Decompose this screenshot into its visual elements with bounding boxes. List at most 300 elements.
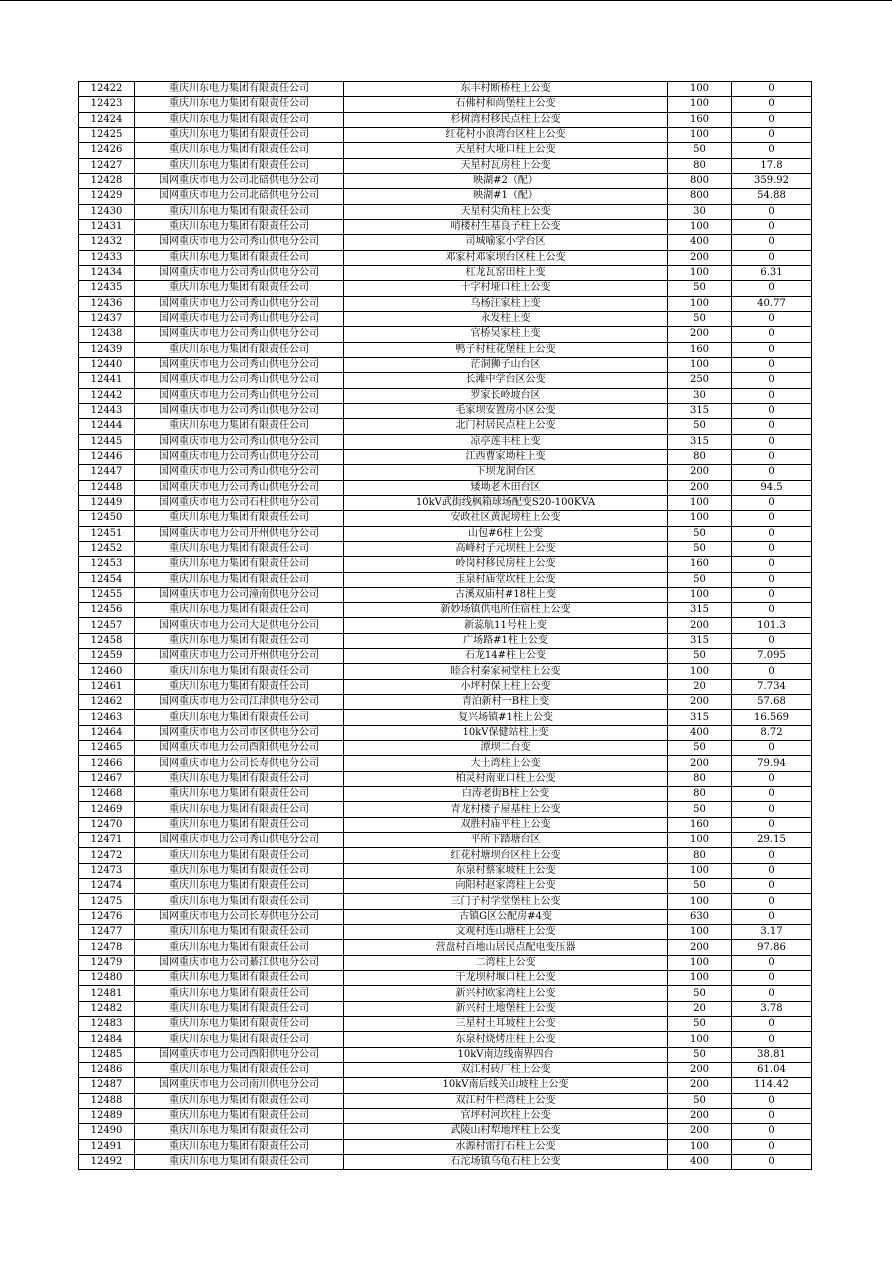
company-name-cell: 国网重庆市电力公司秀山供电分公司 xyxy=(135,434,344,449)
transformer-name-cell: 古镇G区公配房#4变 xyxy=(344,909,668,924)
table-row xyxy=(79,250,812,265)
transformer-name-cell: 毛家坝安置房小区公变 xyxy=(344,403,668,418)
row-id-cell: 12450 xyxy=(79,511,135,526)
transformer-name-cell: 广场路#1柱上公变 xyxy=(344,633,668,648)
value-cell: 0 xyxy=(732,82,812,97)
capacity-cell: 80 xyxy=(668,787,732,802)
table-row xyxy=(79,1017,812,1032)
row-id-cell: 12476 xyxy=(79,909,135,924)
transformer-name-cell: 邓家村邓家坝台区柱上公变 xyxy=(344,250,668,265)
value-cell: 79.94 xyxy=(732,756,812,771)
transformer-name-cell: 罗家长岭坡台区 xyxy=(344,388,668,403)
table-row xyxy=(79,281,812,296)
company-name-cell: 国网重庆市电力公司秀山供电分公司 xyxy=(135,449,344,464)
transformer-name-cell: 下坝龙洞台区 xyxy=(344,465,668,480)
value-cell: 3.17 xyxy=(732,925,812,940)
row-id-cell: 12462 xyxy=(79,695,135,710)
value-cell: 359.92 xyxy=(732,173,812,188)
transformer-name-cell: 向阳村赵家湾柱上公变 xyxy=(344,879,668,894)
capacity-cell: 50 xyxy=(668,526,732,541)
row-id-cell: 12473 xyxy=(79,863,135,878)
company-name-cell: 重庆川东电力集团有限责任公司 xyxy=(135,82,344,97)
value-cell: 0 xyxy=(732,1124,812,1139)
row-id-cell: 12448 xyxy=(79,480,135,495)
table-row xyxy=(79,925,812,940)
table-row xyxy=(79,1063,812,1078)
row-id-cell: 12430 xyxy=(79,204,135,219)
value-cell: 0 xyxy=(732,342,812,357)
value-cell: 0 xyxy=(732,465,812,480)
company-name-cell: 国网重庆市电力公司酉阳供电分公司 xyxy=(135,741,344,756)
capacity-cell: 50 xyxy=(668,649,732,664)
table-row xyxy=(79,311,812,326)
value-cell: 61.04 xyxy=(732,1063,812,1078)
row-id-cell: 12438 xyxy=(79,327,135,342)
table-row xyxy=(79,296,812,311)
company-name-cell: 国网重庆市电力公司秀山供电分公司 xyxy=(135,403,344,418)
value-cell: 0 xyxy=(732,127,812,142)
company-name-cell: 重庆川东电力集团有限责任公司 xyxy=(135,1001,344,1016)
transformer-name-cell: 复兴场镇#1柱上公变 xyxy=(344,710,668,725)
company-name-cell: 重庆川东电力集团有限责任公司 xyxy=(135,633,344,648)
table-row xyxy=(79,541,812,556)
company-name-cell: 重庆川东电力集团有限责任公司 xyxy=(135,1017,344,1032)
table-row xyxy=(79,572,812,587)
value-cell: 0 xyxy=(732,787,812,802)
row-id-cell: 12441 xyxy=(79,373,135,388)
value-cell: 54.88 xyxy=(732,189,812,204)
transformer-name-cell: 十字村垭口柱上公变 xyxy=(344,281,668,296)
row-id-cell: 12453 xyxy=(79,557,135,572)
table-row xyxy=(79,449,812,464)
transformer-table xyxy=(78,81,812,1170)
value-cell: 0 xyxy=(732,419,812,434)
value-cell: 0 xyxy=(732,587,812,602)
transformer-name-cell: 哨楼村生基良子柱上公变 xyxy=(344,219,668,234)
capacity-cell: 200 xyxy=(668,250,732,265)
company-name-cell: 国网重庆市电力公司秀山供电分公司 xyxy=(135,465,344,480)
table-row xyxy=(79,265,812,280)
row-id-cell: 12467 xyxy=(79,771,135,786)
row-id-cell: 12437 xyxy=(79,311,135,326)
value-cell: 0 xyxy=(732,1108,812,1123)
capacity-cell: 80 xyxy=(668,848,732,863)
table-row xyxy=(79,802,812,817)
capacity-cell: 100 xyxy=(668,587,732,602)
table-row xyxy=(79,1001,812,1016)
value-cell: 0 xyxy=(732,204,812,219)
capacity-cell: 100 xyxy=(668,925,732,940)
table-row xyxy=(79,894,812,909)
capacity-cell: 160 xyxy=(668,557,732,572)
value-cell: 0 xyxy=(732,1032,812,1047)
capacity-cell: 50 xyxy=(668,572,732,587)
capacity-cell: 250 xyxy=(668,373,732,388)
table-row xyxy=(79,204,812,219)
table-row xyxy=(79,97,812,112)
transformer-name-cell: 10kV南后线关山坡柱上公变 xyxy=(344,1078,668,1093)
row-id-cell: 12429 xyxy=(79,189,135,204)
row-id-cell: 12444 xyxy=(79,419,135,434)
row-id-cell: 12426 xyxy=(79,143,135,158)
capacity-cell: 100 xyxy=(668,511,732,526)
company-name-cell: 重庆川东电力集团有限责任公司 xyxy=(135,1032,344,1047)
capacity-cell: 100 xyxy=(668,357,732,372)
company-name-cell: 国网重庆市电力公司秀山供电分公司 xyxy=(135,388,344,403)
transformer-name-cell: 二湾柱上公变 xyxy=(344,955,668,970)
row-id-cell: 12458 xyxy=(79,633,135,648)
company-name-cell: 重庆川东电力集团有限责任公司 xyxy=(135,787,344,802)
capacity-cell: 200 xyxy=(668,618,732,633)
transformer-name-cell: 映湖#1（配） xyxy=(344,189,668,204)
table-row xyxy=(79,1093,812,1108)
row-id-cell: 12434 xyxy=(79,265,135,280)
transformer-name-cell: 白涛老街B柱上公变 xyxy=(344,787,668,802)
table-row xyxy=(79,833,812,848)
table-row xyxy=(79,465,812,480)
company-name-cell: 国网重庆市电力公司秀山供电分公司 xyxy=(135,265,344,280)
table-row xyxy=(79,695,812,710)
capacity-cell: 80 xyxy=(668,771,732,786)
value-cell: 0 xyxy=(732,357,812,372)
value-cell: 0 xyxy=(732,327,812,342)
table-row xyxy=(79,235,812,250)
table-row xyxy=(79,664,812,679)
table-row xyxy=(79,971,812,986)
transformer-name-cell: 青龙村楼子屋基柱上公变 xyxy=(344,802,668,817)
value-cell: 0 xyxy=(732,143,812,158)
company-name-cell: 国网重庆市电力公司潼南供电分公司 xyxy=(135,587,344,602)
value-cell: 0 xyxy=(732,541,812,556)
value-cell: 0 xyxy=(732,909,812,924)
capacity-cell: 200 xyxy=(668,695,732,710)
table-row xyxy=(79,787,812,802)
table-body xyxy=(79,82,812,1170)
row-id-cell: 12459 xyxy=(79,649,135,664)
transformer-name-cell: 杉树湾村移民点柱上公变 xyxy=(344,112,668,127)
transformer-name-cell: 高峰村子元坝柱上公变 xyxy=(344,541,668,556)
value-cell: 0 xyxy=(732,603,812,618)
table-row xyxy=(79,403,812,418)
value-cell: 94.5 xyxy=(732,480,812,495)
row-id-cell: 12427 xyxy=(79,158,135,173)
table-row xyxy=(79,480,812,495)
row-id-cell: 12482 xyxy=(79,1001,135,1016)
row-id-cell: 12492 xyxy=(79,1154,135,1169)
row-id-cell: 12461 xyxy=(79,679,135,694)
capacity-cell: 100 xyxy=(668,894,732,909)
transformer-name-cell: 杠龙瓦窑田柱上变 xyxy=(344,265,668,280)
value-cell: 0 xyxy=(732,403,812,418)
table-row xyxy=(79,863,812,878)
row-id-cell: 12469 xyxy=(79,802,135,817)
value-cell: 0 xyxy=(732,971,812,986)
capacity-cell: 315 xyxy=(668,434,732,449)
row-id-cell: 12474 xyxy=(79,879,135,894)
value-cell: 0 xyxy=(732,434,812,449)
company-name-cell: 国网重庆市电力公司开州供电分公司 xyxy=(135,526,344,541)
table-row xyxy=(79,219,812,234)
table-row xyxy=(79,495,812,510)
row-id-cell: 12446 xyxy=(79,449,135,464)
company-name-cell: 国网重庆市电力公司秀山供电分公司 xyxy=(135,357,344,372)
table-row xyxy=(79,434,812,449)
transformer-name-cell: 潭坝二台变 xyxy=(344,741,668,756)
value-cell: 0 xyxy=(732,250,812,265)
row-id-cell: 12481 xyxy=(79,986,135,1001)
row-id-cell: 12489 xyxy=(79,1108,135,1123)
value-cell: 0 xyxy=(732,373,812,388)
capacity-cell: 50 xyxy=(668,1017,732,1032)
capacity-cell: 100 xyxy=(668,955,732,970)
transformer-name-cell: 石沱场镇乌龟石柱上公变 xyxy=(344,1154,668,1169)
row-id-cell: 12479 xyxy=(79,955,135,970)
table-row xyxy=(79,1108,812,1123)
row-id-cell: 12423 xyxy=(79,97,135,112)
row-id-cell: 12440 xyxy=(79,357,135,372)
value-cell: 0 xyxy=(732,1093,812,1108)
table-row xyxy=(79,603,812,618)
table-row xyxy=(79,986,812,1001)
row-id-cell: 12465 xyxy=(79,741,135,756)
table-row xyxy=(79,158,812,173)
capacity-cell: 200 xyxy=(668,1108,732,1123)
table-row xyxy=(79,342,812,357)
transformer-name-cell: 营盘村百地山居民点配电变压器 xyxy=(344,940,668,955)
row-id-cell: 12484 xyxy=(79,1032,135,1047)
company-name-cell: 重庆川东电力集团有限责任公司 xyxy=(135,219,344,234)
capacity-cell: 160 xyxy=(668,112,732,127)
value-cell: 0 xyxy=(732,802,812,817)
value-cell: 7.095 xyxy=(732,649,812,664)
table-row xyxy=(79,526,812,541)
value-cell: 0 xyxy=(732,97,812,112)
company-name-cell: 国网重庆市电力公司北碚供电分公司 xyxy=(135,189,344,204)
row-id-cell: 12428 xyxy=(79,173,135,188)
row-id-cell: 12464 xyxy=(79,725,135,740)
capacity-cell: 400 xyxy=(668,1154,732,1169)
row-id-cell: 12488 xyxy=(79,1093,135,1108)
row-id-cell: 12463 xyxy=(79,710,135,725)
company-name-cell: 重庆川东电力集团有限责任公司 xyxy=(135,541,344,556)
company-name-cell: 重庆川东电力集团有限责任公司 xyxy=(135,603,344,618)
capacity-cell: 315 xyxy=(668,710,732,725)
table-row xyxy=(79,327,812,342)
page-top-border xyxy=(0,0,892,1)
company-name-cell: 重庆川东电力集团有限责任公司 xyxy=(135,940,344,955)
company-name-cell: 重庆川东电力集团有限责任公司 xyxy=(135,879,344,894)
company-name-cell: 重庆川东电力集团有限责任公司 xyxy=(135,572,344,587)
company-name-cell: 重庆川东电力集团有限责任公司 xyxy=(135,679,344,694)
transformer-name-cell: 10kV保健站柱上变 xyxy=(344,725,668,740)
company-name-cell: 国网重庆市电力公司秀山供电分公司 xyxy=(135,235,344,250)
company-name-cell: 重庆川东电力集团有限责任公司 xyxy=(135,1108,344,1123)
company-name-cell: 重庆川东电力集团有限责任公司 xyxy=(135,511,344,526)
capacity-cell: 800 xyxy=(668,189,732,204)
capacity-cell: 50 xyxy=(668,541,732,556)
transformer-name-cell: 石佛村和尚堡柱上公变 xyxy=(344,97,668,112)
company-name-cell: 重庆川东电力集团有限责任公司 xyxy=(135,250,344,265)
transformer-name-cell: 小坪村保上柱上公变 xyxy=(344,679,668,694)
company-name-cell: 国网重庆市电力公司秀山供电分公司 xyxy=(135,373,344,388)
transformer-name-cell: 天星村尖角柱上公变 xyxy=(344,204,668,219)
transformer-name-cell: 鸭子村柱花堡柱上公变 xyxy=(344,342,668,357)
table-row xyxy=(79,756,812,771)
row-id-cell: 12447 xyxy=(79,465,135,480)
capacity-cell: 50 xyxy=(668,802,732,817)
row-id-cell: 12425 xyxy=(79,127,135,142)
company-name-cell: 重庆川东电力集团有限责任公司 xyxy=(135,817,344,832)
row-id-cell: 12470 xyxy=(79,817,135,832)
transformer-name-cell: 大土湾柱上公变 xyxy=(344,756,668,771)
capacity-cell: 200 xyxy=(668,1124,732,1139)
row-id-cell: 12456 xyxy=(79,603,135,618)
capacity-cell: 50 xyxy=(668,1047,732,1062)
capacity-cell: 800 xyxy=(668,173,732,188)
value-cell: 0 xyxy=(732,557,812,572)
company-name-cell: 重庆川东电力集团有限责任公司 xyxy=(135,971,344,986)
transformer-name-cell: 武陵山村犁地坪柱上公变 xyxy=(344,1124,668,1139)
company-name-cell: 重庆川东电力集团有限责任公司 xyxy=(135,848,344,863)
company-name-cell: 国网重庆市电力公司北碚供电分公司 xyxy=(135,173,344,188)
value-cell: 8.72 xyxy=(732,725,812,740)
company-name-cell: 重庆川东电力集团有限责任公司 xyxy=(135,710,344,725)
transformer-name-cell: 安政社区黄泥塝柱上公变 xyxy=(344,511,668,526)
company-name-cell: 重庆川东电力集团有限责任公司 xyxy=(135,158,344,173)
value-cell: 16.569 xyxy=(732,710,812,725)
capacity-cell: 315 xyxy=(668,603,732,618)
table-row xyxy=(79,82,812,97)
table-row xyxy=(79,817,812,832)
value-cell: 0 xyxy=(732,894,812,909)
company-name-cell: 重庆川东电力集团有限责任公司 xyxy=(135,204,344,219)
capacity-cell: 50 xyxy=(668,879,732,894)
row-id-cell: 12424 xyxy=(79,112,135,127)
value-cell: 97.86 xyxy=(732,940,812,955)
company-name-cell: 国网重庆市电力公司秀山供电分公司 xyxy=(135,311,344,326)
table-row xyxy=(79,940,812,955)
capacity-cell: 20 xyxy=(668,1001,732,1016)
value-cell: 0 xyxy=(732,1154,812,1169)
company-name-cell: 国网重庆市电力公司开州供电分公司 xyxy=(135,649,344,664)
capacity-cell: 20 xyxy=(668,679,732,694)
value-cell: 0 xyxy=(732,664,812,679)
transformer-name-cell: 睦合村秦家祠堂柱上公变 xyxy=(344,664,668,679)
capacity-cell: 50 xyxy=(668,741,732,756)
capacity-cell: 315 xyxy=(668,633,732,648)
table-row xyxy=(79,373,812,388)
table-row xyxy=(79,848,812,863)
company-name-cell: 重庆川东电力集团有限责任公司 xyxy=(135,802,344,817)
transformer-name-cell: 玉泉村庙堂坎柱上公变 xyxy=(344,572,668,587)
value-cell: 0 xyxy=(732,572,812,587)
transformer-name-cell: 新蕊航11号柱上变 xyxy=(344,618,668,633)
table-row xyxy=(79,1047,812,1062)
value-cell: 17.8 xyxy=(732,158,812,173)
row-id-cell: 12422 xyxy=(79,82,135,97)
capacity-cell: 100 xyxy=(668,97,732,112)
value-cell: 114.42 xyxy=(732,1078,812,1093)
company-name-cell: 重庆川东电力集团有限责任公司 xyxy=(135,342,344,357)
table-row xyxy=(79,1139,812,1154)
value-cell: 0 xyxy=(732,388,812,403)
value-cell: 0 xyxy=(732,817,812,832)
row-id-cell: 12457 xyxy=(79,618,135,633)
value-cell: 3.78 xyxy=(732,1001,812,1016)
company-name-cell: 重庆川东电力集团有限责任公司 xyxy=(135,112,344,127)
row-id-cell: 12477 xyxy=(79,925,135,940)
transformer-name-cell: 双江村牛栏湾柱上公变 xyxy=(344,1093,668,1108)
capacity-cell: 200 xyxy=(668,1078,732,1093)
value-cell: 38.81 xyxy=(732,1047,812,1062)
row-id-cell: 12439 xyxy=(79,342,135,357)
table-row xyxy=(79,879,812,894)
table-row xyxy=(79,741,812,756)
table-row xyxy=(79,143,812,158)
capacity-cell: 100 xyxy=(668,219,732,234)
table-row xyxy=(79,587,812,602)
transformer-name-cell: 天星村瓦房柱上公变 xyxy=(344,158,668,173)
transformer-name-cell: 柏灵村南亚口柱上公变 xyxy=(344,771,668,786)
capacity-cell: 100 xyxy=(668,1032,732,1047)
row-id-cell: 12490 xyxy=(79,1124,135,1139)
company-name-cell: 重庆川东电力集团有限责任公司 xyxy=(135,127,344,142)
company-name-cell: 国网重庆市电力公司长寿供电分公司 xyxy=(135,756,344,771)
table-row xyxy=(79,511,812,526)
transformer-name-cell: 官桥吴家柱上变 xyxy=(344,327,668,342)
row-id-cell: 12466 xyxy=(79,756,135,771)
transformer-name-cell: 乌杨汪家柱上变 xyxy=(344,296,668,311)
capacity-cell: 50 xyxy=(668,419,732,434)
table-row xyxy=(79,1124,812,1139)
table-row xyxy=(79,1078,812,1093)
value-cell: 0 xyxy=(732,955,812,970)
capacity-cell: 160 xyxy=(668,817,732,832)
table-row xyxy=(79,649,812,664)
transformer-name-cell: 10kV武街线枫箱球场配变S20-100KVA xyxy=(344,495,668,510)
capacity-cell: 80 xyxy=(668,158,732,173)
transformer-name-cell: 石龙14#柱上公变 xyxy=(344,649,668,664)
table-row xyxy=(79,189,812,204)
transformer-name-cell: 双江村砖厂柱上公变 xyxy=(344,1063,668,1078)
transformer-name-cell: 青泊新村一B柱上变 xyxy=(344,695,668,710)
row-id-cell: 12485 xyxy=(79,1047,135,1062)
table-row xyxy=(79,127,812,142)
value-cell: 101.3 xyxy=(732,618,812,633)
capacity-cell: 200 xyxy=(668,465,732,480)
capacity-cell: 100 xyxy=(668,495,732,510)
company-name-cell: 国网重庆市电力公司江津供电分公司 xyxy=(135,695,344,710)
transformer-name-cell: 山包#6柱上公变 xyxy=(344,526,668,541)
row-id-cell: 12455 xyxy=(79,587,135,602)
transformer-name-cell: 三星村土耳坡柱上公变 xyxy=(344,1017,668,1032)
capacity-cell: 200 xyxy=(668,327,732,342)
transformer-name-cell: 新兴村欧家湾柱上公变 xyxy=(344,986,668,1001)
company-name-cell: 国网重庆市电力公司秀山供电分公司 xyxy=(135,296,344,311)
capacity-cell: 100 xyxy=(668,833,732,848)
company-name-cell: 国网重庆市电力公司南川供电分公司 xyxy=(135,1078,344,1093)
capacity-cell: 100 xyxy=(668,664,732,679)
company-name-cell: 国网重庆市电力公司秀山供电分公司 xyxy=(135,833,344,848)
transformer-name-cell: 古溪双庙村#18柱上变 xyxy=(344,587,668,602)
row-id-cell: 12472 xyxy=(79,848,135,863)
capacity-cell: 200 xyxy=(668,480,732,495)
company-name-cell: 国网重庆市电力公司秀山供电分公司 xyxy=(135,327,344,342)
transformer-name-cell: 官坪村河坎柱上公变 xyxy=(344,1108,668,1123)
capacity-cell: 160 xyxy=(668,342,732,357)
transformer-name-cell: 文观村连山塘柱上公变 xyxy=(344,925,668,940)
company-name-cell: 国网重庆市电力公司綦江供电分公司 xyxy=(135,955,344,970)
